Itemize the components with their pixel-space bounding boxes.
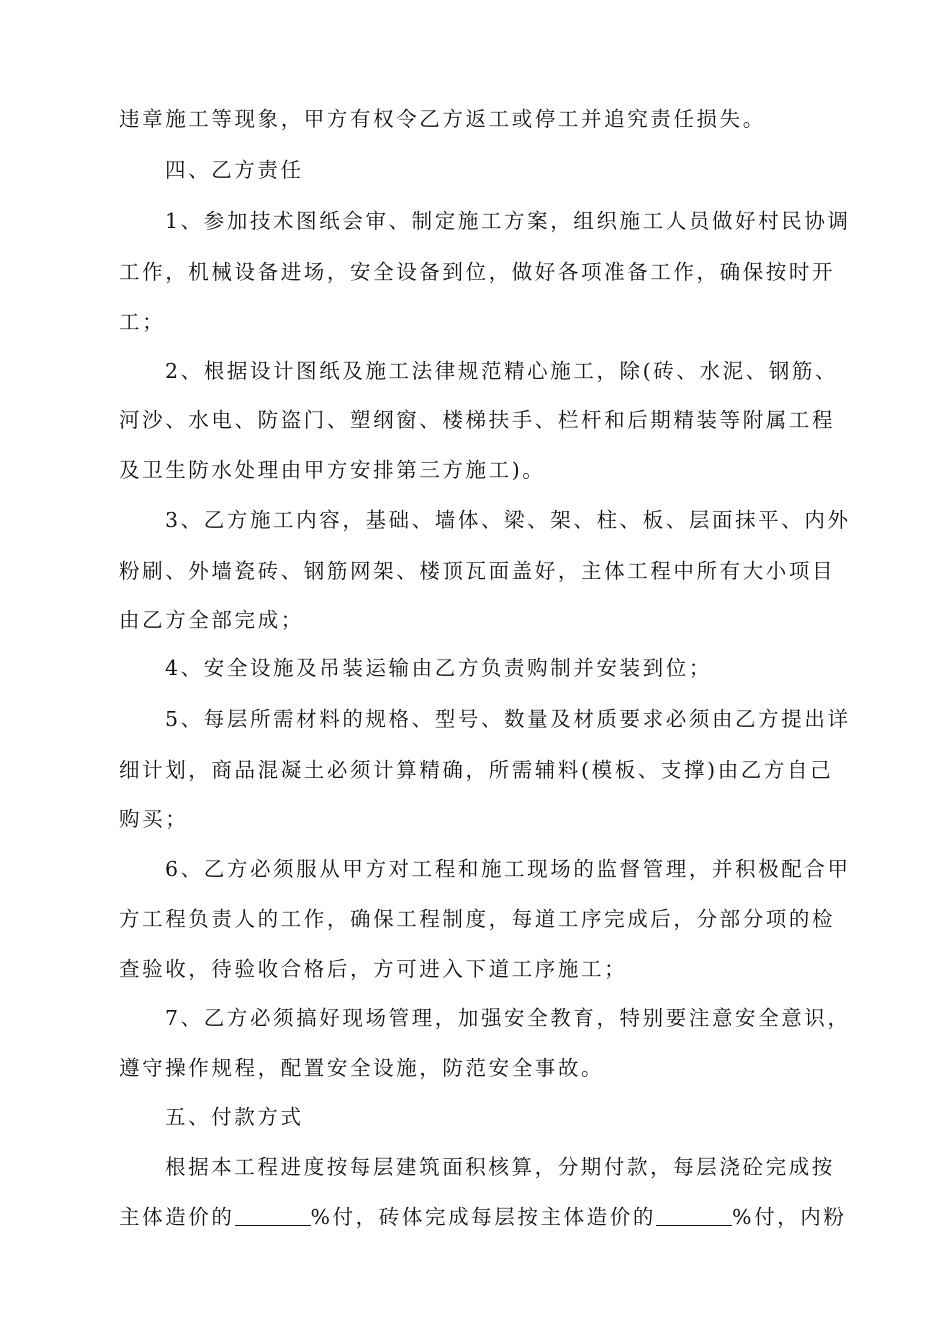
text-line: 及卫生防水处理由甲方安排第三方施工)。 — [119, 458, 546, 482]
text-line: 7、乙方必须搞好现场管理，加强安全教育，特别要注意安全意识， — [165, 1006, 851, 1030]
fill-in-blank — [656, 1207, 732, 1226]
text-line: 4、安全设施及吊装运输由乙方负责购制并安装到位； — [165, 656, 712, 680]
text-line: 遵守操作规程，配置安全设施，防范安全事故。 — [119, 1056, 605, 1080]
text-line: 购买； — [119, 807, 189, 831]
text-fragment: %付，砖体完成每层按主体造价的 — [310, 1205, 656, 1229]
section-heading: 五、付款方式 — [165, 1105, 304, 1129]
text-line: 由乙方全部完成； — [119, 608, 304, 632]
text-line: 查验收，待验收合格后，方可进入下道工序施工； — [119, 957, 628, 981]
text-line: 3、乙方施工内容，基础、墙体、梁、架、柱、板、层面抹平、内外 — [165, 508, 851, 532]
text-line: 工； — [119, 310, 166, 334]
text-fragment: %付，内粉 — [731, 1205, 847, 1229]
text-line: 5、每层所需材料的规格、型号、数量及材质要求必须由乙方提出详 — [165, 707, 851, 731]
text-line-with-blanks — [119, 1205, 846, 1229]
text-line: 方工程负责人的工作，确保工程制度，每道工序完成后，分部分项的检 — [119, 907, 836, 931]
text-line: 粉刷、外墙瓷砖、钢筋网架、楼顶瓦面盖好，主体工程中所有大小项目 — [119, 559, 836, 583]
text-line: 6、乙方必须服从甲方对工程和施工现场的监督管理，并积极配合甲 — [165, 857, 851, 881]
text-line: 河沙、水电、防盗门、塑纲窗、楼梯扶手、栏杆和后期精装等附属工程 — [119, 408, 836, 432]
text-line: 工作，机械设备进场，安全设备到位，做好各项准备工作，确保按时开 — [119, 260, 836, 284]
text-line: 根据本工程进度按每层建筑面积核算，分期付款，每层浇砼完成按 — [165, 1155, 835, 1179]
text-line: 细计划，商品混凝土必须计算精确，所需辅料(模板、支撑)由乙方自己 — [119, 758, 834, 782]
text-fragment: 主体造价的 — [119, 1205, 235, 1229]
text-line: 违章施工等现象，甲方有权令乙方返工或停工并追究责任损失。 — [119, 107, 766, 131]
fill-in-blank — [235, 1207, 311, 1226]
section-heading: 四、乙方责任 — [165, 158, 304, 182]
text-line: 1、参加技术图纸会审、制定施工方案，组织施工人员做好村民协调 — [165, 209, 851, 233]
text-line: 2、根据设计图纸及施工法律规范精心施工，除(砖、水泥、钢筋、 — [165, 359, 839, 383]
